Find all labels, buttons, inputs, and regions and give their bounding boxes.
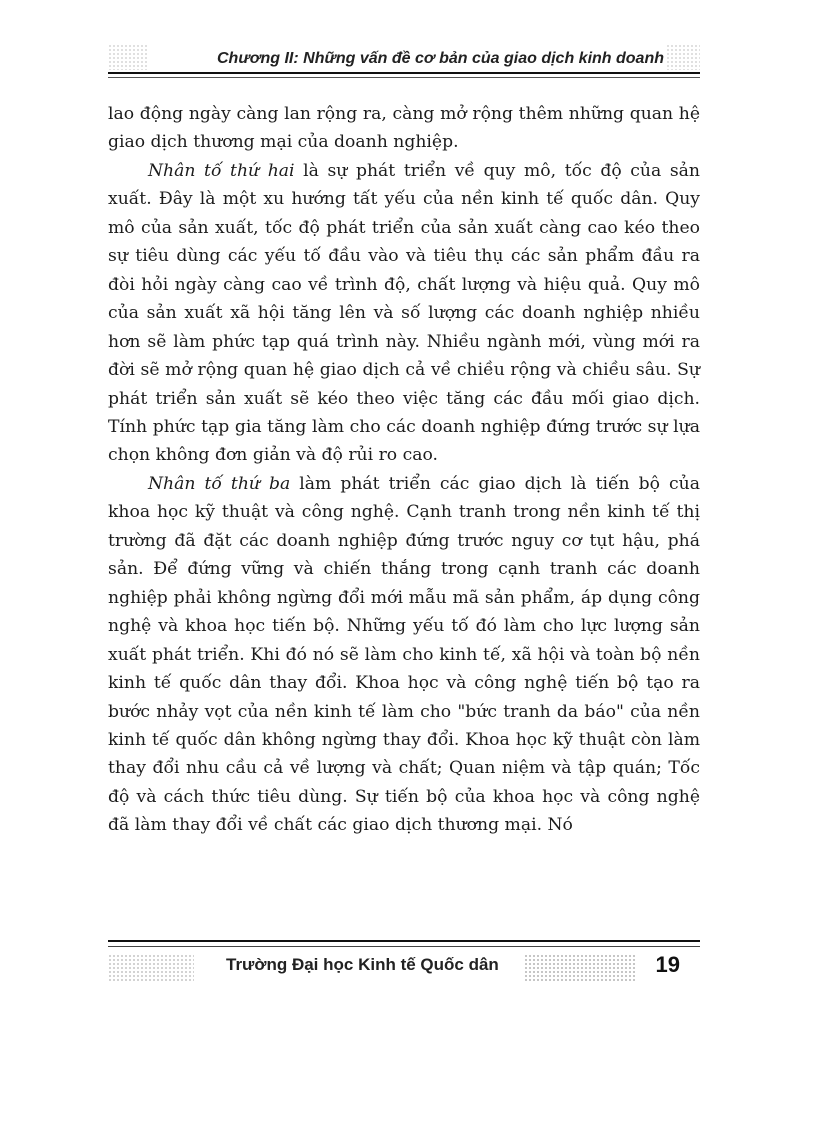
paragraph-continued	[108, 100, 700, 157]
paragraph-lead: Nhân tố thứ hai	[148, 160, 295, 181]
footer-institution: Trường Đại học Kinh tế Quốc dân	[226, 955, 499, 974]
page-number: 19	[655, 952, 680, 977]
header-rule	[108, 72, 700, 74]
paragraph-factor-two	[108, 157, 700, 470]
footer-dot-pattern-left	[108, 954, 194, 982]
header-dot-pattern-right	[666, 44, 700, 70]
header-rule-thin	[108, 77, 700, 78]
paragraph-text: làm phát triển các giao dịch là tiến bộ của khoa học kỹ thuật và công nghệ. Cạnh tranh trong nền kinh tế thị trường đã đặt các doanh nghiệp đứng trước nguy cơ tụt hậu, phá sản. Để đứng vững và chiến thắng trong cạnh tranh các doanh nghiệp phải không ngừng đổi mới mẫu mã sản phẩm, áp dụng công nghệ và khoa học tiến bộ. Những yếu tố đó làm cho lực lượng sản xuất phát triển. Khi đó nó sẽ làm cho kinh tế, xã hội và toàn bộ nền kinh tế quốc dân thay đổi. Khoa học và công nghệ tiến bộ tạo ra bước nhảy vọt của nền kinh tế làm cho "bức tranh da báo" của nền kinh tế quốc dân không ngừng thay đổi. Khoa học kỹ thuật còn làm thay đổi nhu cầu cả về lượng và chất; Quan niệm và tập quán; Tốc độ và cách thức tiêu dùng. Sự tiến bộ của khoa học và công nghệ đã làm thay đổi về chất các giao dịch thương mại. Nó	[108, 473, 700, 836]
paragraph-text: là sự phát triển về quy mô, tốc độ của sản xuất. Đây là một xu hướng tất yếu của nền kinh tế quốc dân. Quy mô của sản xuất, tốc độ phát triển của sản xuất càng cao kéo theo sự tiêu dùng các yếu tố đầu vào và tiêu thụ các sản phẩm đầu ra đòi hỏi ngày càng cao về trình độ, chất lượng và hiệu quả. Quy mô của sản xuất xã hội tăng lên và số lượng các doanh nghiệp nhiều hơn sẽ làm phức tạp quá trình này. Nhiều ngành mới, vùng mới ra đời sẽ mở rộng quan hệ giao dịch cả về chiều rộng và chiều sâu. Sự phát triển sản xuất sẽ kéo theo việc tăng các đầu mối giao dịch. Tính phức tạp gia tăng làm cho các doanh nghiệp đứng trước sự lựa chọn không đơn giản và độ rủi ro cao.	[108, 160, 700, 466]
body-text	[108, 100, 700, 840]
paragraph-factor-three	[108, 470, 700, 840]
footer-dot-pattern-right	[524, 954, 636, 982]
running-title: Chương II: Những vấn đề cơ bản của giao dịch kinh doanh	[216, 50, 664, 67]
page-footer	[108, 940, 700, 990]
footer-rule	[108, 940, 700, 942]
footer-rule-thin	[108, 946, 700, 947]
paragraph-lead: Nhân tố thứ ba	[148, 473, 291, 494]
header-dot-pattern-left	[108, 44, 148, 70]
page-header	[108, 40, 700, 74]
paragraph-text: lao động ngày càng lan rộng ra, càng mở rộng thêm những quan hệ giao dịch thương mại của doanh nghiệp.	[108, 104, 700, 153]
